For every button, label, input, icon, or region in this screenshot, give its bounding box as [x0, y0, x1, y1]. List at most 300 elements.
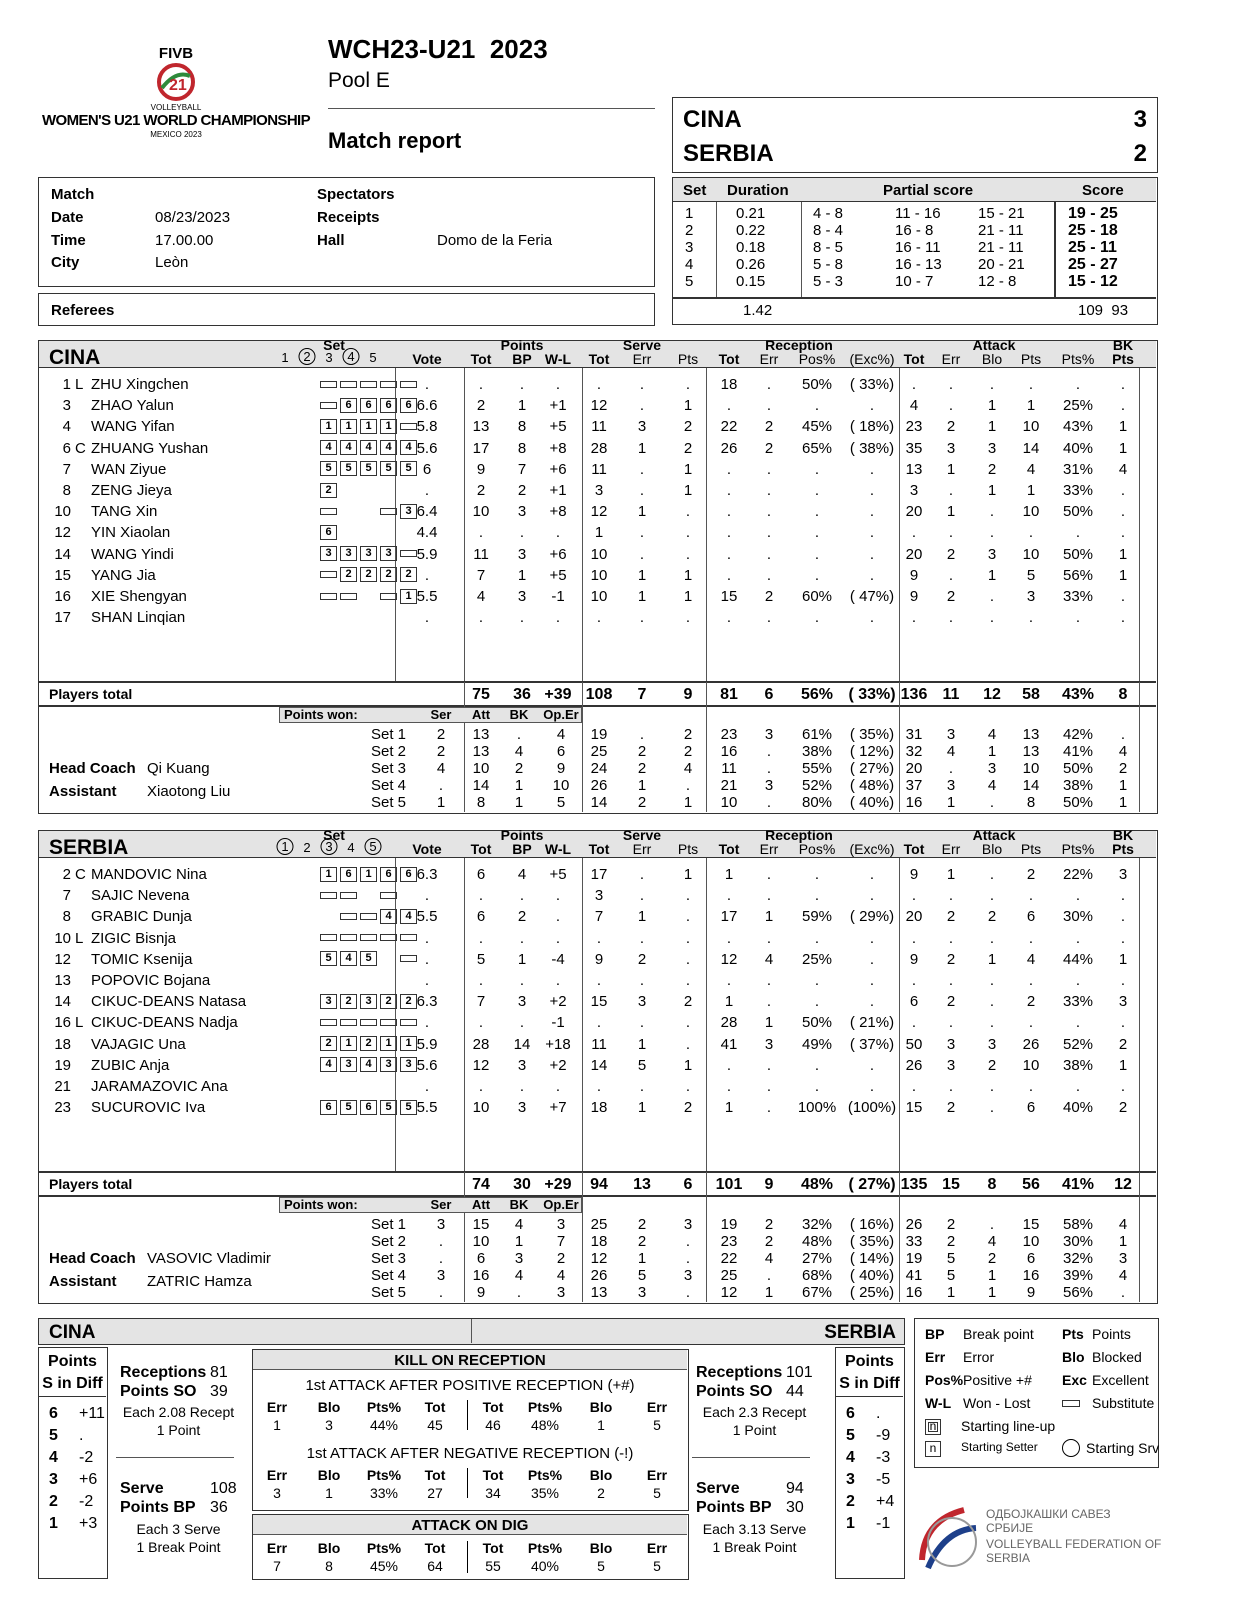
column-separator [706, 368, 707, 681]
player-stat: . [766, 993, 772, 1011]
each-recept: Each 2.08 Recept [122, 1404, 235, 1420]
starting-position-box: 6 [380, 867, 397, 882]
player-stat: 9 [476, 460, 486, 478]
player-stat: 10 [590, 545, 608, 563]
aod-col-header: Pts% [527, 1540, 563, 1556]
player-stat: . [685, 1078, 691, 1095]
set-row-stat: 16 [905, 794, 923, 811]
rotation-diff: -5 [876, 1471, 891, 1488]
player-stat: 1 [637, 439, 647, 457]
player-stat: 4 [1026, 950, 1036, 968]
player-stat: . [478, 609, 484, 627]
player-stat: 2 [946, 545, 956, 563]
rotation-diff: . [79, 1427, 84, 1444]
divider [692, 1457, 810, 1458]
score-box [672, 97, 1158, 173]
legend-key: BP [925, 1326, 945, 1342]
rotation-diff: . [876, 1405, 881, 1422]
player-stat: 10 [1022, 418, 1040, 436]
partial-hdr: Partial score [883, 182, 974, 199]
substitute-mark [340, 1019, 357, 1026]
player-stat: . [685, 503, 691, 521]
player-stat: . [1120, 1078, 1126, 1095]
dig-value: 5 [653, 1558, 661, 1574]
player-stat: 1 [637, 588, 647, 605]
player-stat: . [814, 1056, 820, 1074]
err-header: Err [941, 351, 961, 367]
points-so-label: Points SO [696, 1383, 773, 1400]
set-number: 5 [685, 273, 694, 290]
set-row-stat: 10 [552, 777, 570, 794]
set-row-stat: 1 [946, 1284, 956, 1301]
rotation-diff: -2 [79, 1493, 94, 1510]
wl-header: W-L [544, 841, 572, 857]
player-stat: 2 [637, 950, 647, 968]
player-stat: +1 [549, 482, 567, 499]
set-number: 3 [685, 239, 694, 256]
player-stat: 50% [1062, 503, 1094, 521]
column-separator [582, 1172, 583, 1302]
player-stat: . [911, 887, 917, 905]
player-number: 15 [54, 566, 71, 584]
player-stat: 2 [987, 1056, 997, 1074]
total-stat: +39 [544, 686, 572, 703]
player-name: YANG Jia [91, 566, 156, 584]
set-row-stat: 12 [590, 1250, 608, 1267]
total-stat: 108 [585, 686, 613, 703]
set-row-stat: 1 [683, 794, 693, 811]
column-separator [582, 682, 583, 812]
legend-desc: Points [1092, 1326, 1131, 1342]
player-stat: . [596, 1014, 602, 1032]
player-stat: . [596, 929, 602, 947]
player-stat: 3 [946, 1035, 956, 1053]
player-stat: . [869, 887, 875, 905]
player-number: 18 [54, 1035, 71, 1053]
substitute-mark [320, 381, 337, 388]
player-stat: . [726, 566, 732, 584]
player-stat: 10 [1022, 1056, 1040, 1074]
total-points: 109 93 [1078, 302, 1129, 319]
divider [467, 1400, 468, 1430]
substitute-mark [380, 508, 397, 515]
not-played [360, 525, 377, 540]
set-row-stat: 9 [476, 1284, 486, 1301]
set-row-stat: . [516, 1284, 522, 1301]
player-stat: . [766, 1099, 772, 1117]
reception-serve-cina [116, 1347, 241, 1579]
starting-position-box: 3 [400, 504, 417, 519]
starting-position-box: 3 [360, 994, 377, 1009]
starting-position-box: 6 [320, 525, 337, 540]
player-stat: 20 [905, 908, 923, 926]
substitute-mark [320, 508, 337, 515]
set-row-stat: 1 [514, 777, 524, 794]
player-stat: . [766, 524, 772, 542]
fed-line3: VOLLEYBALL FEDERATION OF [986, 1537, 1162, 1551]
rotation-number: 4 [846, 1449, 855, 1466]
kill-on-reception-box [252, 1349, 689, 1511]
player-number: 3 [62, 397, 71, 415]
set-row-stat: 9 [556, 760, 566, 777]
set-number: 3 [325, 350, 333, 365]
set-row-stat: 22 [720, 1250, 738, 1267]
player-stat: . [814, 929, 820, 947]
player-number: 10 [54, 503, 71, 521]
player-stat: 2 [987, 460, 997, 478]
column-separator [899, 1172, 900, 1302]
player-stat: . [814, 545, 820, 563]
player-stat: 1 [987, 397, 997, 415]
player-stat: 4 [476, 588, 486, 605]
tot-header: Tot [588, 841, 610, 857]
player-stat: 5.6 [416, 439, 438, 457]
player-stat: 10 [590, 588, 608, 605]
player-stat: . [519, 609, 525, 627]
player-stat: . [1120, 908, 1126, 926]
player-set-lineups [320, 929, 420, 946]
player-stat: . [424, 566, 430, 584]
player-stat: . [814, 397, 820, 415]
player-role: L [75, 1014, 84, 1032]
set-number: 5 [369, 350, 377, 365]
each-serve: Each 3 Serve [136, 1521, 221, 1537]
player-stat: . [989, 524, 995, 542]
set-row-stat: 13 [1022, 726, 1040, 743]
player-number: 13 [54, 972, 71, 989]
total-stat: 8 [987, 1176, 997, 1193]
substitute-mark [400, 1019, 417, 1026]
player-name: ZHUANG Yushan [91, 439, 209, 457]
player-stat: . [814, 866, 820, 883]
set-row-stat: 1 [764, 1284, 774, 1301]
player-stat: ( 33%) [849, 376, 895, 393]
set-number: 2 [303, 840, 311, 855]
player-stat: . [911, 972, 917, 989]
total-stat: 6 [764, 686, 774, 703]
legend-desc: Positive +# [963, 1372, 1032, 1388]
player-stat: 6.3 [416, 993, 438, 1011]
player-stat: . [685, 950, 691, 968]
set-row-stat: 10 [472, 760, 490, 777]
set-row-stat: 1 [637, 777, 647, 794]
substitute-mark [320, 402, 337, 409]
player-stat: 3 [1118, 866, 1128, 883]
points-won-col: Ser [430, 1197, 452, 1212]
player-stat: 3 [946, 439, 956, 457]
set-row-stat: ( 27%) [849, 760, 895, 777]
bottom-team-a: CINA [49, 1322, 96, 1343]
set-row-stat: 3 [556, 1284, 566, 1301]
total-stat: 30 [513, 1176, 531, 1193]
player-stat: 31% [1062, 460, 1094, 478]
bottom-team-b: SERBIA [824, 1322, 896, 1343]
set-row-stat: 4 [556, 726, 566, 743]
set-row-stat: 1 [987, 1267, 997, 1284]
set-row-stat: . [438, 777, 444, 794]
starting-position-box: 3 [340, 546, 357, 561]
total-stat: 135 [900, 1176, 928, 1193]
player-set-lineups [320, 1098, 420, 1115]
player-stat: 20 [905, 545, 923, 563]
player-stat: 3 [987, 545, 997, 563]
set-row-stat: 23 [720, 726, 738, 743]
player-stat: . [1120, 503, 1126, 521]
set-row-stat: 20 [905, 760, 923, 777]
player-stat: ( 21%) [849, 1014, 895, 1032]
player-stat: . [639, 376, 645, 393]
set-row-stat: 16 [1022, 1267, 1040, 1284]
set-row-stat: 32% [1062, 1250, 1094, 1267]
player-stat: 43% [1062, 418, 1094, 436]
set-row-stat: 42% [1062, 726, 1094, 743]
player-set-lineups [320, 439, 420, 456]
starting-position-box: 2 [340, 567, 357, 582]
player-stat: . [1075, 929, 1081, 947]
set-row-stat: 5 [637, 1267, 647, 1284]
player-set-lineups [320, 502, 420, 519]
player-stat: 1 [1118, 545, 1128, 563]
kor-col-header: Err [266, 1467, 288, 1483]
column-separator [464, 368, 465, 681]
player-stat: . [948, 1078, 954, 1095]
points-won-col: Ser [430, 707, 452, 722]
player-stat: . [814, 566, 820, 584]
set-row-stat: 4 [987, 777, 997, 794]
column-separator [1139, 858, 1140, 1171]
set-row-stat: 25 [720, 1267, 738, 1284]
starting-position-box: 4 [320, 1057, 337, 1072]
player-number: 14 [54, 545, 71, 563]
player-stat: 2 [517, 908, 527, 926]
points-won-col: BK [509, 1197, 529, 1212]
total-stat: 58 [1022, 686, 1040, 703]
player-name: WANG Yindi [91, 545, 174, 563]
player-stat: . [869, 397, 875, 415]
err-header: Err [632, 351, 652, 367]
player-stat: +2 [549, 1056, 567, 1074]
player-stat: 56% [1062, 566, 1094, 584]
player-stat: . [424, 482, 430, 499]
player-number: 7 [62, 460, 71, 478]
serve-label: Serve [120, 1480, 164, 1497]
set-row-stat: 24 [590, 760, 608, 777]
player-stat: 3 [1118, 993, 1128, 1011]
dig-value: 55 [485, 1558, 501, 1574]
set-number-circled: 1 [277, 838, 294, 855]
player-stat: 8 [517, 418, 527, 436]
player-stat: . [869, 545, 875, 563]
set-row-stat: 2 [683, 743, 693, 760]
player-stat: ( 29%) [849, 908, 895, 926]
player-stat: 1 [683, 1056, 693, 1074]
player-stat: 26 [1022, 1035, 1040, 1053]
substitute-mark [400, 381, 417, 388]
set-number: 4 [685, 256, 694, 273]
player-stat: 3 [764, 1035, 774, 1053]
positive-value: 5 [653, 1417, 661, 1433]
column-separator [706, 858, 707, 1171]
player-stat: . [814, 1078, 820, 1095]
substitute-mark [380, 892, 397, 899]
player-stat: . [948, 887, 954, 905]
substitute-mark-icon [1062, 1400, 1080, 1407]
player-stat: 1 [724, 866, 734, 883]
player-number: 10 [54, 929, 71, 947]
set-row-stat: 41% [1062, 743, 1094, 760]
set-partial-score: 11 - 16 [895, 205, 941, 222]
sdiff-label: S in Diff [839, 1375, 900, 1392]
player-stat: . [424, 887, 430, 905]
set-row-stat: 2 [764, 1216, 774, 1233]
column-separator [1139, 368, 1140, 681]
rotation-diff: -9 [876, 1427, 891, 1444]
player-stat: 10 [472, 1099, 490, 1117]
set-row-stat: 3 [436, 1216, 446, 1233]
pool-name: Pool E [328, 69, 390, 92]
starting-position-box: 4 [400, 440, 417, 455]
kor-col-header: Blo [589, 1467, 613, 1483]
set-row-stat: . [989, 1216, 995, 1233]
player-stat: 5.5 [416, 588, 438, 605]
player-stat: 7 [476, 566, 486, 584]
set-partial-score: 8 - 5 [813, 239, 844, 256]
starting-position-box: 2 [360, 1036, 377, 1051]
player-stat: 2 [1118, 1035, 1128, 1053]
kor-col-header: Tot [482, 1467, 504, 1483]
set-row-label: Set 1 [371, 1216, 407, 1233]
player-stat: . [639, 545, 645, 563]
player-stat: ( 47%) [849, 588, 895, 605]
player-stat: 4 [517, 866, 527, 883]
tot-header: Tot [718, 841, 740, 857]
player-stat: 9 [594, 950, 604, 968]
player-stat: 2 [946, 588, 956, 605]
player-stat: . [726, 460, 732, 478]
player-stat: . [519, 524, 525, 542]
time-label: Time [51, 232, 86, 249]
receptions-value: 81 [210, 1364, 228, 1381]
player-stat: . [519, 929, 525, 947]
starting-position-box: 5 [400, 461, 417, 476]
fed-line1: ОДБОЈКАШКИ САВЕЗ [986, 1507, 1111, 1521]
player-stat: 12 [720, 950, 738, 968]
player-stat: . [911, 1014, 917, 1032]
dig-value: 8 [325, 1558, 333, 1574]
set-row-stat: 4 [946, 743, 956, 760]
player-stat: 2 [946, 908, 956, 926]
starting-position-box: 4 [400, 909, 417, 924]
column-separator [464, 1172, 465, 1302]
set-partial-score: 21 - 11 [978, 239, 1024, 256]
set-row-stat: 2 [637, 1216, 647, 1233]
column-separator [899, 682, 900, 812]
player-stat: 1 [1026, 397, 1036, 415]
player-stat: . [424, 609, 430, 627]
set-row-stat: 1 [987, 1284, 997, 1301]
svg-text:21: 21 [169, 77, 187, 94]
set-row-stat: 5 [946, 1267, 956, 1284]
kor-col-header: Tot [424, 1467, 446, 1483]
points-won-col: Att [471, 707, 491, 722]
positive-value: 1 [597, 1417, 605, 1433]
set-row-stat: . [438, 1233, 444, 1250]
player-stat: . [685, 376, 691, 393]
player-stat: 50% [801, 376, 833, 393]
player-set-lineups [320, 608, 420, 625]
player-number: 12 [54, 950, 71, 968]
set-row-stat: 3 [436, 1267, 446, 1284]
player-stat: . [814, 460, 820, 478]
set-row-stat: 1 [637, 1250, 647, 1267]
player-stat: 2 [683, 418, 693, 436]
player-stat: . [1075, 972, 1081, 989]
player-stat: . [1120, 887, 1126, 905]
player-stat: . [424, 972, 430, 989]
player-set-lineups [320, 1077, 420, 1094]
player-number: 8 [62, 482, 71, 499]
player-stat: 1 [764, 1014, 774, 1032]
set-row-stat: 27% [801, 1250, 833, 1267]
player-stat: . [869, 460, 875, 478]
total-stat: 74 [472, 1176, 490, 1193]
player-stat: . [911, 524, 917, 542]
player-stat: . [869, 503, 875, 521]
starting-position-box: 1 [400, 589, 417, 604]
player-stat: +6 [549, 545, 567, 563]
set-row-stat: 2 [764, 1233, 774, 1250]
player-stat: . [989, 866, 995, 883]
assistant-label: Assistant [49, 1273, 117, 1290]
total-stat: +29 [544, 1176, 572, 1193]
player-stat: 6 [1026, 1099, 1036, 1117]
set-partial-score: 12 - 8 [978, 273, 1017, 290]
player-stat: 10 [590, 566, 608, 584]
set-hdr: Set [683, 182, 707, 199]
set-final-score: 19 - 25 [1068, 205, 1118, 222]
player-stat: . [685, 609, 691, 627]
set-row-stat: 13 [590, 1284, 608, 1301]
player-stat: 1 [724, 1099, 734, 1117]
player-stat: . [766, 1078, 772, 1095]
attack-on-dig-box [252, 1514, 689, 1580]
head-coach-label: Head Coach [49, 760, 136, 777]
player-stat: -1 [551, 1014, 565, 1032]
head-coach-name: Qi Kuang [147, 760, 210, 777]
vote-header: Vote [412, 841, 442, 857]
player-stat: . [1028, 376, 1034, 393]
not-played [360, 1079, 377, 1094]
not-played [340, 483, 357, 498]
player-stat: 1 [987, 418, 997, 436]
sdiff-label: S in Diff [42, 1375, 103, 1392]
set-row-stat: . [766, 743, 772, 760]
player-stat: . [869, 566, 875, 584]
substitute-mark [360, 934, 377, 941]
player-stat: 23 [905, 418, 923, 436]
not-played [340, 1079, 357, 1094]
err-header: Err [759, 841, 779, 857]
rotation-number: 3 [846, 1471, 855, 1488]
player-name: YIN Xiaolan [91, 524, 171, 542]
substitute-mark [380, 934, 397, 941]
serve-value: 94 [786, 1480, 804, 1497]
player-number: 14 [54, 993, 71, 1011]
one-point: 1 Point [156, 1422, 201, 1438]
column-separator [1139, 1172, 1140, 1302]
player-stat: 1 [517, 950, 527, 968]
head-coach-label: Head Coach [49, 1250, 136, 1267]
